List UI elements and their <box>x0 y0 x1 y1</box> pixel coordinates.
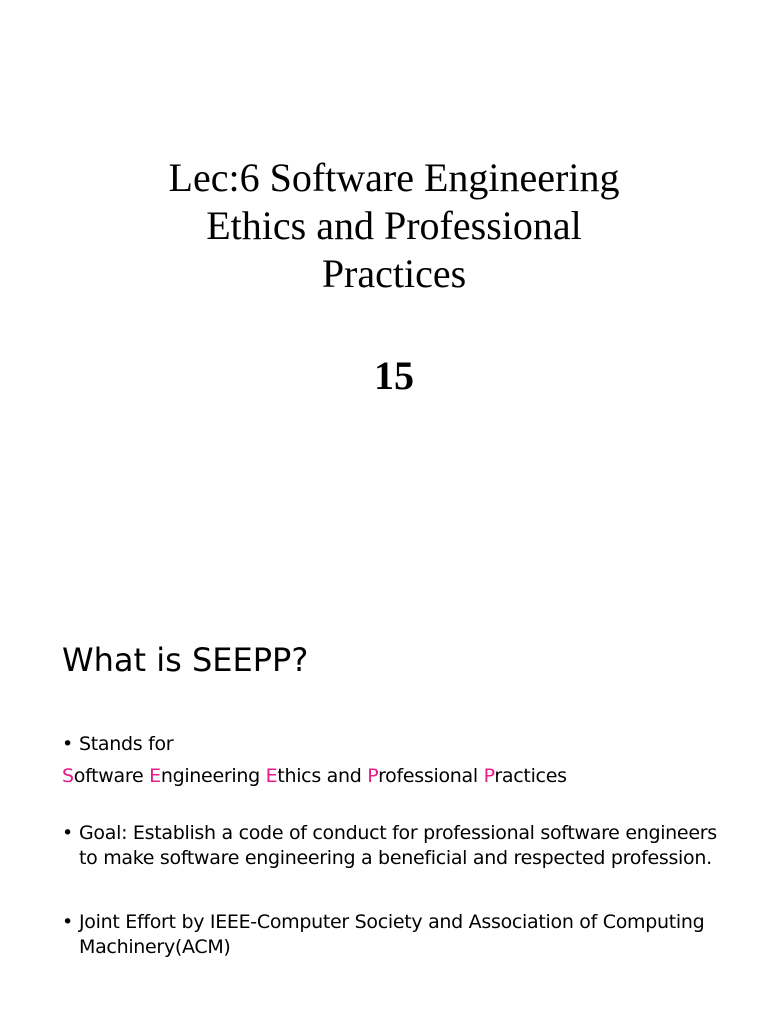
bullet-text <box>79 910 722 960</box>
acronym-initial-s: S <box>62 765 74 787</box>
acronym-rest: rofessional <box>378 765 484 787</box>
list-item <box>62 821 722 871</box>
slide-number: 15 <box>374 353 414 398</box>
bullet-joint-effort <box>62 910 722 960</box>
slide-title <box>60 154 728 298</box>
acronym-rest: oftware <box>73 765 150 787</box>
bullet-icon: • <box>62 733 73 755</box>
list-item <box>62 910 722 960</box>
title-line-1: Lec:6 Software Engineering <box>168 155 620 200</box>
acronym-rest: thics and <box>277 765 368 787</box>
bullet-text-line-2: Machinery(ACM) <box>79 936 231 958</box>
acronym-expansion <box>62 764 722 789</box>
bullet-text-line-2: to make software engineering a beneficial and respected profession. <box>79 847 712 869</box>
title-line-3: Practices <box>321 251 467 296</box>
bullet-text-line-1: Joint Effort by IEEE-Computer Society and Association of Computing <box>79 911 705 933</box>
acronym-rest: ractices <box>494 765 567 787</box>
acronym-initial-e: E <box>149 765 161 787</box>
bullet-text <box>79 821 722 871</box>
bullet-goal <box>62 821 722 871</box>
bullet-icon: • <box>62 911 73 933</box>
acronym-initial-e: E <box>265 765 278 787</box>
acronym-rest: ngineering <box>160 765 266 787</box>
list-item <box>62 732 722 757</box>
acronym-initial-p: P <box>367 765 379 787</box>
title-line-2: Ethics and Professional <box>206 203 582 248</box>
bullet-icon: • <box>62 822 73 844</box>
bullet-text: Stands for <box>79 733 174 755</box>
acronym-initial-p: P <box>483 765 495 787</box>
bullet-text-line-1: Goal: Establish a code of conduct for professional software engineers <box>79 822 717 844</box>
bullet-stands-for <box>62 732 722 757</box>
section-heading: What is SEEPP? <box>62 641 309 679</box>
